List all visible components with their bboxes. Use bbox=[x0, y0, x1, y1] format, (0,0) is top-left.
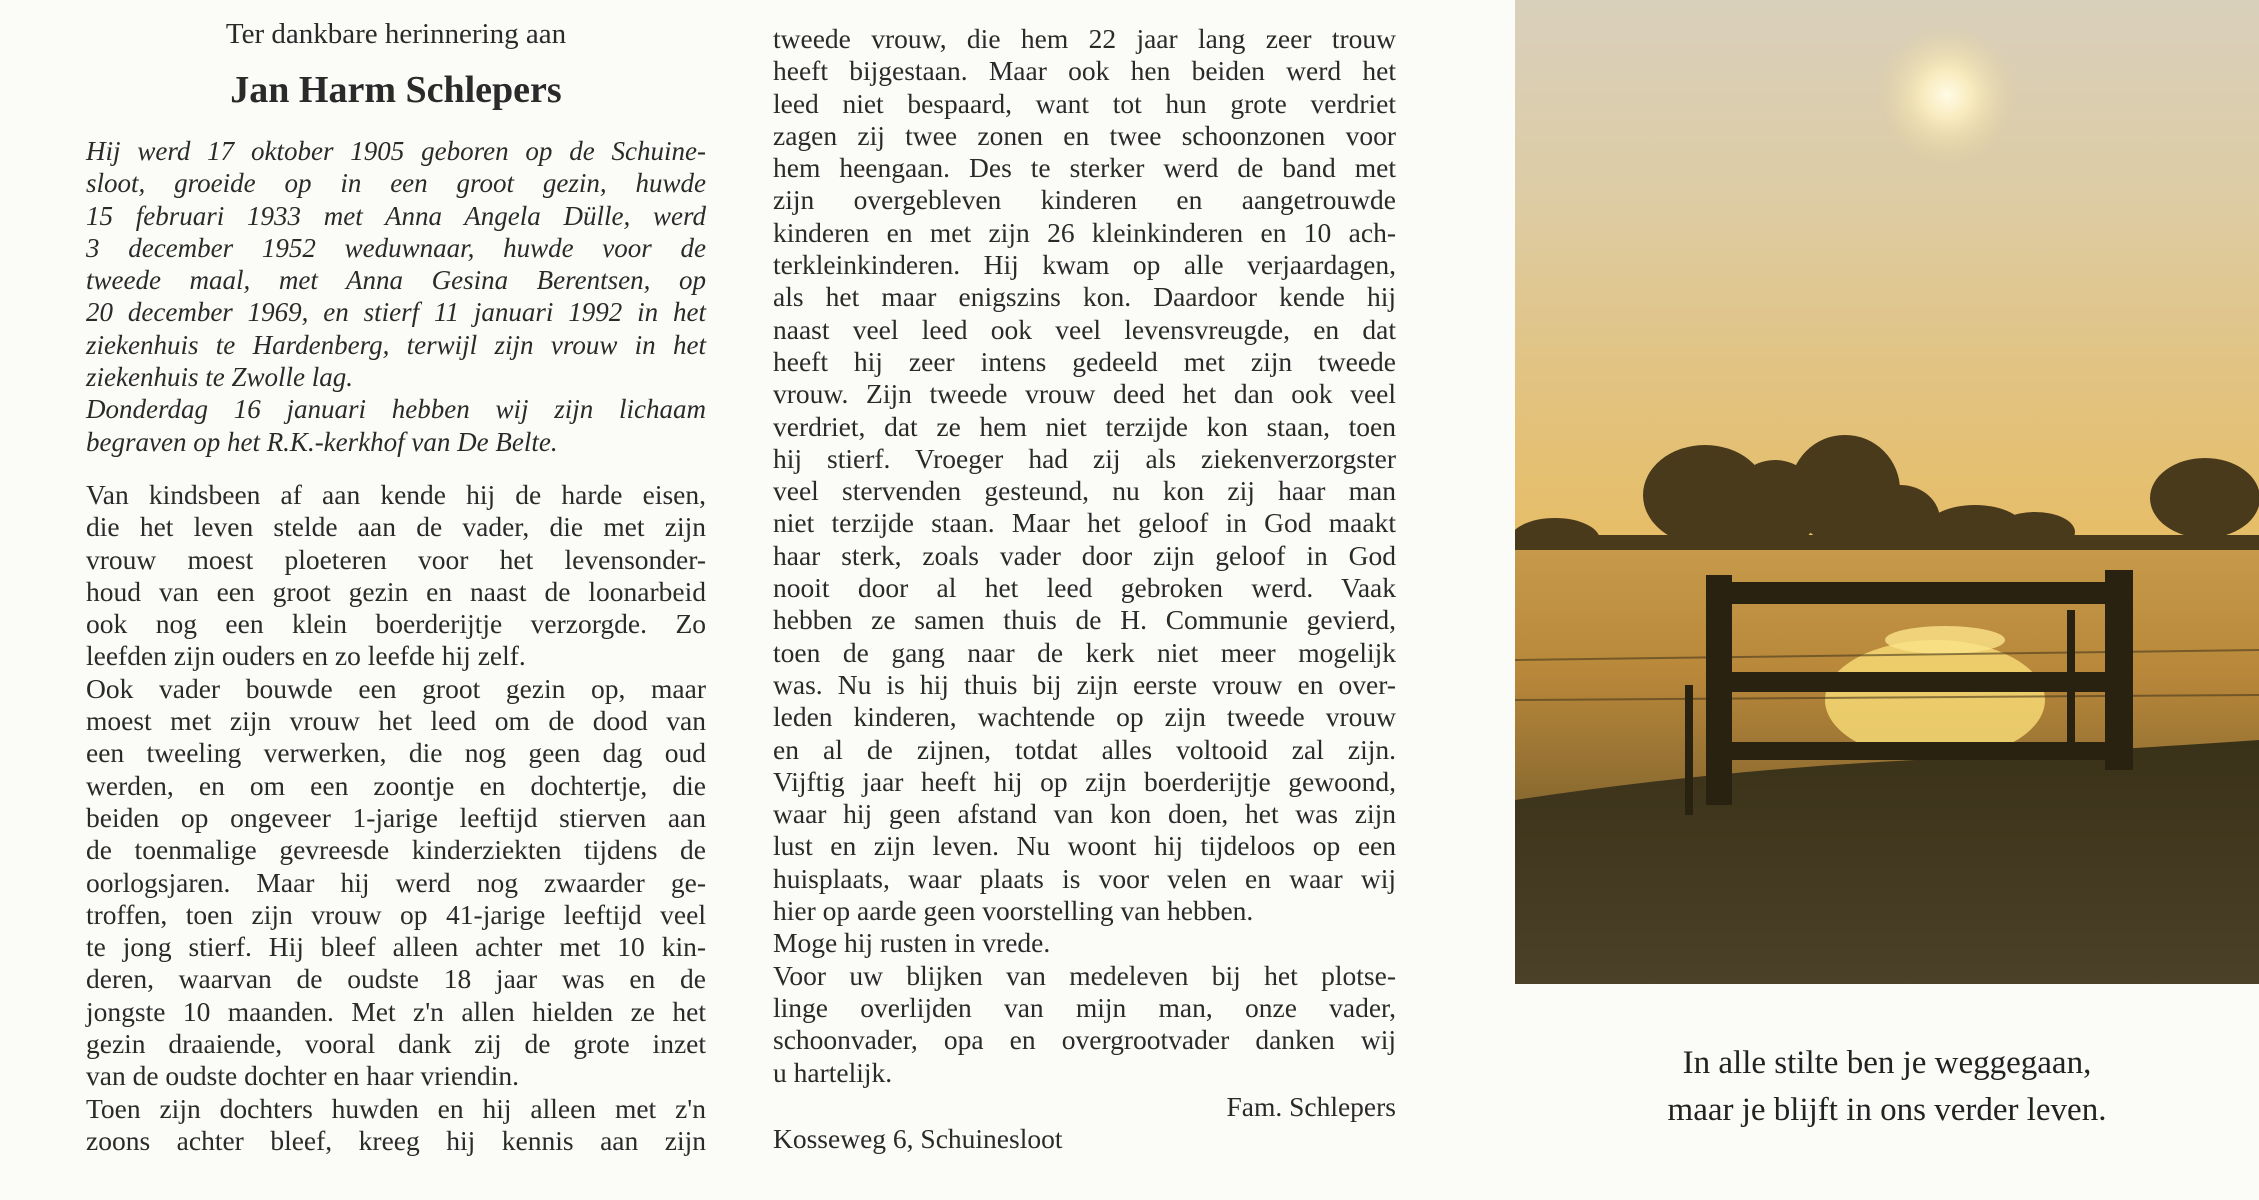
body-text-line: nooit door al het leed gebroken werd. Vaak bbox=[773, 572, 1396, 604]
body-text-line: leefden zijn ouders en zo leefde hij zelf. bbox=[86, 640, 526, 672]
body-text-line: leed niet bespaard, want tot hun grote verdriet bbox=[773, 87, 1396, 119]
intro-text-line: tweede maal, met Anna Gesina Berentsen, op bbox=[86, 265, 706, 296]
intro-text-line: begraven op het R.K.-kerkhof van De Belte. bbox=[86, 426, 558, 457]
body-text-line: heeft bijgestaan. Maar ook hen beiden werd het bbox=[773, 55, 1396, 87]
body-text-line: troffen, toen zijn vrouw op 41-jarige leeftijd veel bbox=[86, 898, 706, 930]
body-text-line: ook nog een klein boerderijtje verzorgde. Zo bbox=[86, 608, 706, 640]
body-text-line: naast veel leed ook veel levensvreugde, en dat bbox=[773, 313, 1396, 345]
intro-text-line: ziekenhuis te Zwolle lag. bbox=[86, 362, 353, 393]
body-text-line: en al de zijnen, totdat alles voltooid zal zijn. bbox=[773, 733, 1396, 765]
memorial-heading: Ter dankbare herinnering aan bbox=[225, 18, 567, 50]
biography-middle-column bbox=[773, 23, 1396, 1089]
body-text-line: jongste 10 maanden. Met z'n allen hielden ze het bbox=[86, 995, 706, 1027]
body-text-line: een tweeling verwerken, die nog geen dag oud bbox=[86, 737, 706, 769]
body-text-line: van de oudste dochter en haar vriendin. bbox=[86, 1060, 519, 1092]
body-text-line: terkleinkinderen. Hij kwam op alle verjaardagen, bbox=[773, 249, 1396, 281]
body-text-line: Toen zijn dochters huwden en hij alleen met z'n bbox=[86, 1092, 706, 1124]
body-text-line: leden kinderen, wachtende op zijn tweede vrouw bbox=[773, 701, 1396, 733]
body-text-line: kinderen en met zijn 26 kleinkinderen en 10 ach- bbox=[773, 216, 1396, 248]
body-text-line: u hartelijk. bbox=[773, 1056, 893, 1088]
poem-line: maar je blijft in ons verder leven. bbox=[1667, 1092, 2107, 1128]
body-text-line: zoons achter bleef, kreeg hij kennis aan zijn bbox=[86, 1124, 706, 1156]
body-text-line: lust en zijn leven. Nu woont hij tijdeloos op een bbox=[773, 830, 1396, 862]
body-text-line: verdriet, dat ze hem niet terzijde kon staan, toen bbox=[773, 410, 1396, 442]
body-text-line: heeft hij zeer intens gedeeld met zijn tweede bbox=[773, 345, 1396, 377]
intro-text-line: 3 december 1952 weduwnaar, huwde voor de bbox=[86, 232, 706, 263]
intro-text-line: Hij werd 17 oktober 1905 geboren op de Schuine- bbox=[86, 136, 706, 166]
body-text-line: Vijftig jaar heeft hij op zijn boerderijtje gewoond, bbox=[773, 765, 1396, 797]
family-signature: Fam. Schlepers bbox=[1226, 1091, 1396, 1122]
body-text-line: Ook vader bouwde een groot gezin op, maar bbox=[86, 672, 706, 704]
body-text-line: hebben ze samen thuis de H. Communie gevierd, bbox=[773, 604, 1396, 636]
body-text-line: toen de gang naar de kerk niet meer mogelijk bbox=[773, 636, 1396, 668]
body-text-line: linge overlijden van mijn man, onze vader, bbox=[773, 991, 1396, 1023]
poem-line: In alle stilte ben je weggegaan, bbox=[1682, 1045, 2092, 1081]
intro-text-line: ziekenhuis te Hardenberg, terwijl zijn vrouw in het bbox=[86, 329, 706, 360]
body-text-line: hier op aarde geen voorstelling van hebben. bbox=[773, 895, 1254, 927]
intro-paragraph bbox=[86, 135, 706, 458]
body-text-line: vrouw. Zijn tweede vrouw deed het dan ook veel bbox=[773, 378, 1396, 410]
intro-text-line: Donderdag 16 januari hebben wij zijn lichaam bbox=[86, 394, 706, 425]
biography-left-column bbox=[86, 479, 706, 1157]
body-text-line: deren, waarvan de oudste 18 jaar was en de bbox=[86, 963, 706, 995]
body-text-line: houd van een groot gezin en naast de loonarbeid bbox=[86, 575, 706, 607]
body-text-line: hem heengaan. Des te sterker werd de band met bbox=[773, 152, 1396, 184]
body-text-line: Voor uw blijken van medeleven bij het plotse- bbox=[773, 959, 1396, 991]
deceased-name: Jan Harm Schlepers bbox=[230, 69, 562, 111]
body-text-line: zijn overgebleven kinderen en aangetrouwde bbox=[773, 184, 1396, 216]
body-text-line: beiden op ongeveer 1-jarige leeftijd stierven aan bbox=[86, 801, 706, 833]
body-text-line: haar sterk, zoals vader door zijn geloof in God bbox=[773, 539, 1396, 571]
intro-text-line: 20 december 1969, en stierf 11 januari 1992 in het bbox=[86, 297, 706, 328]
body-text-line: die het leven stelde aan de vader, die met zijn bbox=[86, 511, 706, 543]
body-text-line: de toenmalige gevreesde kinderziekten tijdens de bbox=[86, 834, 706, 866]
body-text-line: vrouw moest ploeteren voor het levensonder- bbox=[86, 543, 706, 575]
body-text-line: Moge hij rusten in vrede. bbox=[773, 927, 1051, 959]
intro-text-line: sloot, groeide op in een groot gezin, huwde bbox=[86, 168, 706, 199]
body-text-line: werden, en om een zoontje en dochtertje, die bbox=[86, 769, 706, 801]
body-text-line: tweede vrouw, die hem 22 jaar lang zeer trouw bbox=[773, 23, 1396, 54]
body-text-line: gezin draaiende, vooral dank zij de grote inzet bbox=[86, 1028, 706, 1060]
body-text-line: oorlogsjaren. Maar hij werd nog zwaarder ge- bbox=[86, 866, 706, 898]
body-text-line: huisplaats, waar plaats is voor velen en waar wij bbox=[773, 862, 1396, 894]
body-text-line: te jong stierf. Hij bleef alleen achter met 10 kin- bbox=[86, 931, 706, 963]
intro-text-line: 15 februari 1933 met Anna Angela Dülle, werd bbox=[86, 200, 706, 231]
body-text-line: moest met zijn vrouw het leed om de dood van bbox=[86, 705, 706, 737]
sunset-landscape-photo bbox=[1515, 0, 2259, 984]
memorial-poem bbox=[1515, 1040, 2259, 1134]
body-text-line: niet terzijde staan. Maar het geloof in God maakt bbox=[773, 507, 1396, 539]
body-text-line: was. Nu is hij thuis bij zijn eerste vrouw en over- bbox=[773, 668, 1396, 700]
body-text-line: waar hij geen afstand van kon doen, het was zijn bbox=[773, 798, 1396, 830]
body-text-line: als het maar enigszins kon. Daardoor kende hij bbox=[773, 281, 1396, 313]
body-text-line: Van kindsbeen af aan kende hij de harde eisen, bbox=[86, 479, 706, 510]
body-text-line: schoonvader, opa en overgrootvader danken wij bbox=[773, 1024, 1396, 1056]
body-text-line: veel stervenden gesteund, nu kon zij haar man bbox=[773, 475, 1396, 507]
family-address: Kosseweg 6, Schuinesloot bbox=[773, 1123, 1063, 1154]
body-text-line: hij stierf. Vroeger had zij als ziekenverzorgster bbox=[773, 442, 1396, 474]
body-text-line: zagen zij twee zonen en twee schoonzonen voor bbox=[773, 119, 1396, 151]
